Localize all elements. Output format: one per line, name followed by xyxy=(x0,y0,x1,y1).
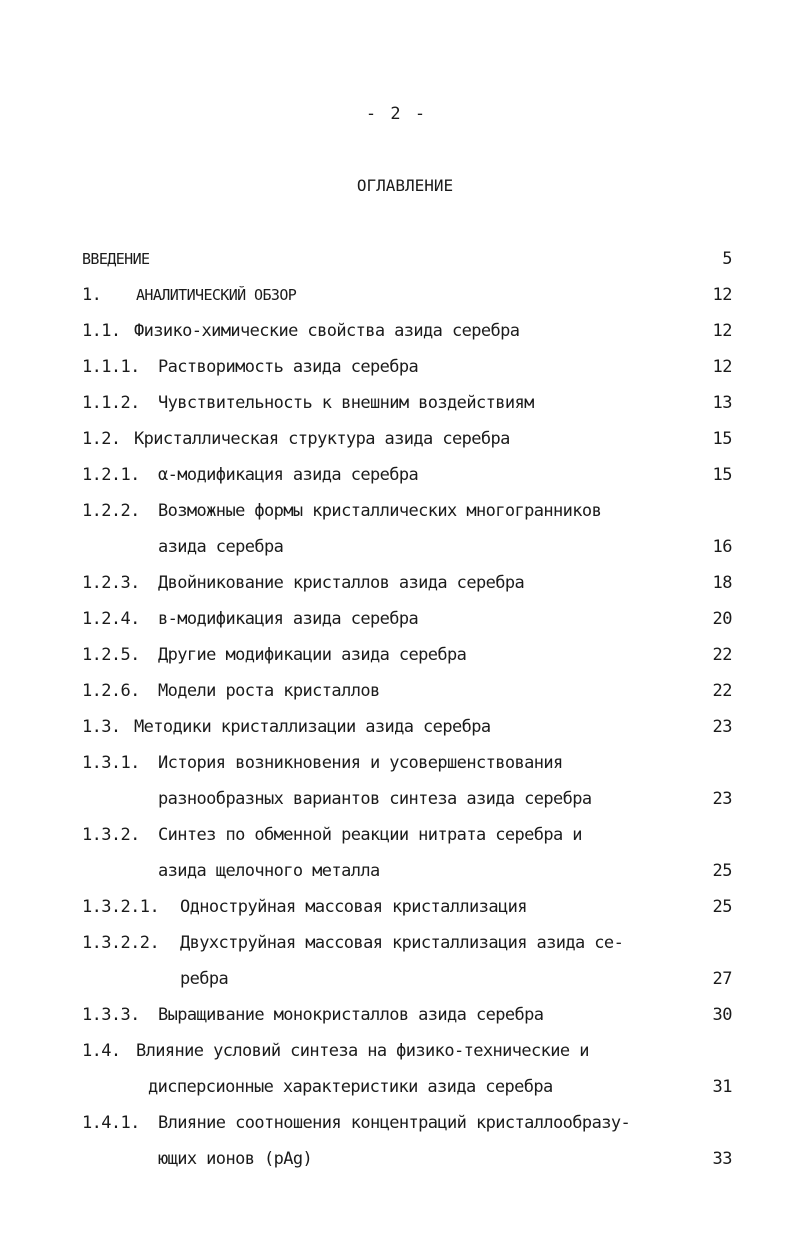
toc-entry xyxy=(82,712,732,742)
toc-entry-page: 15 xyxy=(712,429,732,449)
toc-entry-page: 27 xyxy=(712,969,732,989)
toc-entry-page: 22 xyxy=(712,645,732,665)
toc-entry-number: 1.3.1. xyxy=(82,753,140,773)
toc-entry-page: 20 xyxy=(712,609,732,629)
page-number: - 2 - xyxy=(365,104,428,124)
toc-entry-number: 1.3.2. xyxy=(82,825,140,845)
toc-entry xyxy=(82,316,732,346)
toc-entry-number: 1.2.6. xyxy=(82,681,140,701)
toc-entry-number: 1.1. xyxy=(82,321,121,341)
toc-entry-page: 22 xyxy=(712,681,732,701)
toc-entry-page: 31 xyxy=(712,1077,732,1097)
toc-entry-page: 12 xyxy=(712,321,732,341)
toc-entry-text: ющих ионов (pAg) xyxy=(158,1149,313,1169)
toc-entry-text: ребра xyxy=(180,969,229,989)
toc-entry-page: 23 xyxy=(712,717,732,737)
toc-entry-number: 1.2.1. xyxy=(82,465,140,485)
toc-entry xyxy=(82,352,732,382)
toc-entry-number: 1.2.3. xyxy=(82,573,140,593)
toc-entry-text: Физико-химические свойства азида серебра xyxy=(134,321,520,341)
toc-entry xyxy=(82,244,732,274)
toc-entry-text: Двойникование кристаллов азида серебра xyxy=(158,573,525,593)
toc-entry xyxy=(82,1036,732,1066)
toc-entry-text: дисперсионные характеристики азида серебра xyxy=(148,1077,553,1097)
toc-entry-page: 23 xyxy=(712,789,732,809)
toc-entry xyxy=(82,496,732,526)
toc-entry-number: 1.4. xyxy=(82,1041,121,1061)
toc-entry-page: 16 xyxy=(712,537,732,557)
toc-entry xyxy=(82,640,732,670)
toc-entry-page: 25 xyxy=(712,861,732,881)
toc-entry-text: Методики кристаллизации азида серебра xyxy=(134,717,491,737)
toc-entry-page: 18 xyxy=(712,573,732,593)
toc-entry xyxy=(82,676,732,706)
toc-entry xyxy=(82,1000,732,1030)
toc-entry-number: 1.2.2. xyxy=(82,501,140,521)
toc-entry-number: 1.2.5. xyxy=(82,645,140,665)
toc-entry-number: 1.3.3. xyxy=(82,1005,140,1025)
toc-entry xyxy=(82,748,732,778)
toc-entry-text: Другие модификации азида серебра xyxy=(158,645,467,665)
toc-entry-number: 1.3.2.2. xyxy=(82,933,160,953)
toc-entry-text: АНАЛИТИЧЕСКИЙ ОБЗОР xyxy=(136,286,297,304)
toc-entry-text: Растворимость азида серебра xyxy=(158,357,419,377)
toc-entry-page: 12 xyxy=(712,357,732,377)
toc-entry-text: азида щелочного металла xyxy=(158,861,380,881)
toc-entry xyxy=(82,1144,732,1174)
toc-title: ОГЛАВЛЕНИЕ xyxy=(356,176,454,195)
toc-entry-number: 1.1.1. xyxy=(82,357,140,377)
toc-entry xyxy=(82,604,732,634)
toc-entry-text: Влияние соотношения концентраций кристаллообразу- xyxy=(158,1113,631,1133)
toc-entry-number: 1.4.1. xyxy=(82,1113,140,1133)
toc-entry-text: Двухструйная массовая кристаллизация азида се- xyxy=(180,933,624,953)
toc-entry xyxy=(82,532,732,562)
toc-entry-number: 1. xyxy=(82,285,102,305)
toc-entry xyxy=(82,568,732,598)
toc-entry-text: α-модификация азида серебра xyxy=(158,465,419,485)
toc-entry-number: 1.2. xyxy=(82,429,121,449)
toc-entry-page: 15 xyxy=(712,465,732,485)
toc-entry-text: ВВЕДЕНИЕ xyxy=(82,250,150,268)
toc-entry-text: Влияние условий синтеза на физико-технические и xyxy=(136,1041,589,1061)
toc-entry xyxy=(82,460,732,490)
toc-entry-text: Чувствительность к внешним воздействиям xyxy=(158,393,534,413)
toc-entry xyxy=(82,1108,732,1138)
toc-entry-text: разнообразных вариантов синтеза азида серебра xyxy=(158,789,592,809)
toc-entry-number: 1.1.2. xyxy=(82,393,140,413)
toc-entry-text: Кристаллическая структура азида серебра xyxy=(134,429,510,449)
toc-entry-text: Синтез по обменной реакции нитрата серебра и xyxy=(158,825,582,845)
toc-entry xyxy=(82,784,732,814)
toc-entry xyxy=(82,388,732,418)
toc-entry-page: 12 xyxy=(712,285,732,305)
toc-entry xyxy=(82,424,732,454)
toc-entry-page: 5 xyxy=(722,249,732,269)
toc-entry-page: 13 xyxy=(712,393,732,413)
toc-entry xyxy=(82,1072,732,1102)
toc-entry-text: История возникновения и усовершенствования xyxy=(158,753,563,773)
toc-entry-number: 1.2.4. xyxy=(82,609,140,629)
toc-entry-page: 25 xyxy=(712,897,732,917)
toc-entry xyxy=(82,964,732,994)
toc-entry xyxy=(82,928,732,958)
toc-entry-page: 30 xyxy=(712,1005,732,1025)
toc-entry-number: 1.3.2.1. xyxy=(82,897,160,917)
toc-entry-text: в-модификация азида серебра xyxy=(158,609,419,629)
toc-entry-text: Выращивание монокристаллов азида серебра xyxy=(158,1005,544,1025)
toc-entry-page: 33 xyxy=(712,1149,732,1169)
toc-entry xyxy=(82,892,732,922)
toc-entry xyxy=(82,280,732,310)
toc-entry-number: 1.3. xyxy=(82,717,121,737)
toc-entry-text: Одноструйная массовая кристаллизация xyxy=(180,897,527,917)
toc-entry-text: Модели роста кристаллов xyxy=(158,681,380,701)
toc-entry xyxy=(82,856,732,886)
toc-entry-text: азида серебра xyxy=(158,537,284,557)
toc-entry xyxy=(82,820,732,850)
toc-entry-text: Возможные формы кристаллических многогранников xyxy=(158,501,602,521)
